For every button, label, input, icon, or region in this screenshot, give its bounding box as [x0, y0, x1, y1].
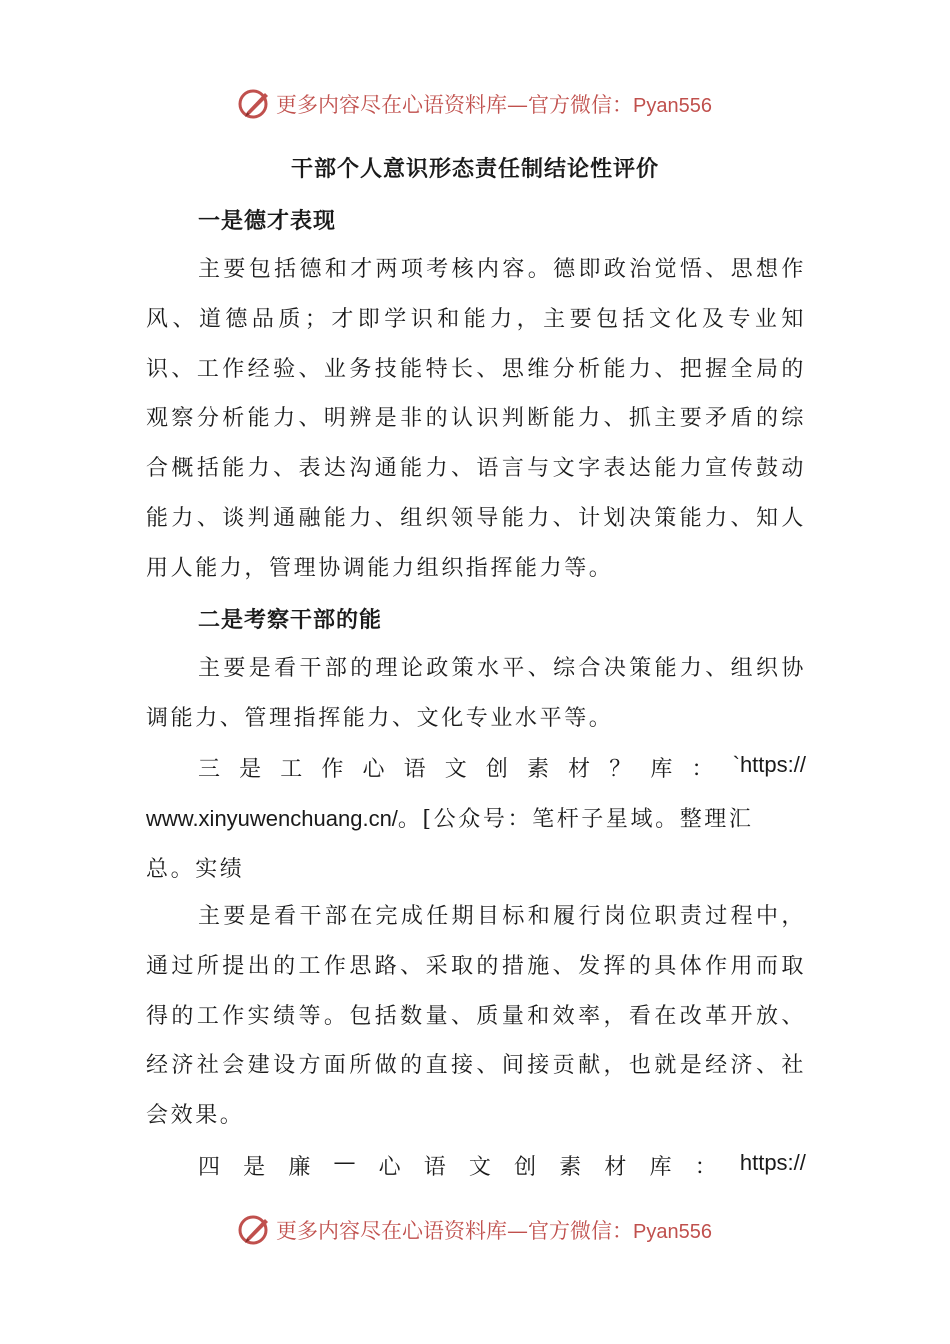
- section3-char: 作: [321, 757, 344, 782]
- section4-char: 库: [649, 1155, 672, 1180]
- section1-heading: 一是德才表现: [198, 208, 337, 234]
- section3-char: ：: [691, 757, 714, 782]
- section3-url: www.xinyuwenchuang.cn/: [146, 806, 398, 831]
- section4-char: —: [333, 1150, 356, 1175]
- section4-char: 材: [604, 1155, 627, 1180]
- section3-char: 心: [362, 757, 385, 782]
- section4-char: 素: [559, 1155, 582, 1180]
- pen-logo-icon: [238, 1213, 272, 1247]
- banner-wechat-id: Pyan556: [633, 1221, 712, 1243]
- section3-char: 库: [650, 757, 673, 782]
- footer-banner: [0, 1210, 950, 1250]
- section3-char: 文: [444, 757, 467, 782]
- section4-char: 是: [243, 1155, 266, 1180]
- section3-char: 是: [239, 757, 262, 782]
- banner-text-cn: 更多内容尽在心语资料库—官方微信：: [276, 93, 634, 117]
- section4-char: 心: [378, 1155, 401, 1180]
- section2-body: 主要是看干部的理论政策水平、综合决策能力、组织协调能力、管理指挥能力、文化专业水平等。: [146, 656, 806, 731]
- section3-url-start: `https://: [732, 752, 806, 777]
- section3-line2: [146, 802, 806, 833]
- section3-char: 工: [280, 757, 303, 782]
- page-title: 干部个人意识形态责任制结论性评价: [290, 156, 659, 182]
- section3-char: 创: [485, 757, 508, 782]
- section4-char: 四: [198, 1155, 221, 1180]
- section1-body: 主要包括德和才两项考核内容。德即政治觉悟、思想作风、道德品质；才即学识和能力，主要包括文化及专业知识、工作经验、业务技能特长、思维分析能力、把握全局的观察分析能力、明辨是非的认识判断能力、抓主要矛盾的综合概括能力、表达沟通能力、语言与文字表达能力宣传鼓动能力、谈判通融能力、组织领导能力、计划决策能力、知人用人能力，管理协调能力组织指挥能力等。: [146, 257, 806, 581]
- banner-text: [276, 89, 712, 119]
- pen-logo-icon: [238, 87, 272, 121]
- section4-char: 廉: [288, 1155, 311, 1180]
- section2-heading: 二是考察干部的能: [198, 607, 383, 633]
- section3-char: 语: [403, 757, 426, 782]
- section4-char: 语: [423, 1155, 446, 1180]
- section3-line3: 总。实绩: [146, 857, 245, 882]
- banner-text-cn: 更多内容尽在心语资料库—官方微信：: [276, 1219, 634, 1243]
- section3-char: ？: [609, 757, 632, 782]
- section3-char: 材: [568, 757, 591, 782]
- section4-char: ：: [694, 1155, 717, 1180]
- section4-line1: [198, 1150, 806, 1181]
- section3-body: 主要是看干部在完成任期目标和履行岗位职责过程中，通过所提出的工作思路、采取的措施、发挥的具体作用而取得的工作实绩等。包括数量、质量和效率，看在改革开放、经济社会建设方面所做的直接、间接贡献，也就是经济、社会效果。: [146, 904, 806, 1129]
- section4-char: 创: [514, 1155, 537, 1180]
- section3-line1: [198, 752, 806, 783]
- section3-line2-rest: 。[公众号：笔杆子星域。整理汇: [397, 807, 754, 832]
- section4-char: 文: [468, 1155, 491, 1180]
- banner-text: [276, 1215, 712, 1245]
- header-banner: [0, 84, 950, 124]
- section3-char: 素: [527, 757, 550, 782]
- banner-wechat-id: Pyan556: [633, 95, 712, 117]
- section3-char: 三: [198, 757, 221, 782]
- section4-url-start: https://: [739, 1150, 806, 1175]
